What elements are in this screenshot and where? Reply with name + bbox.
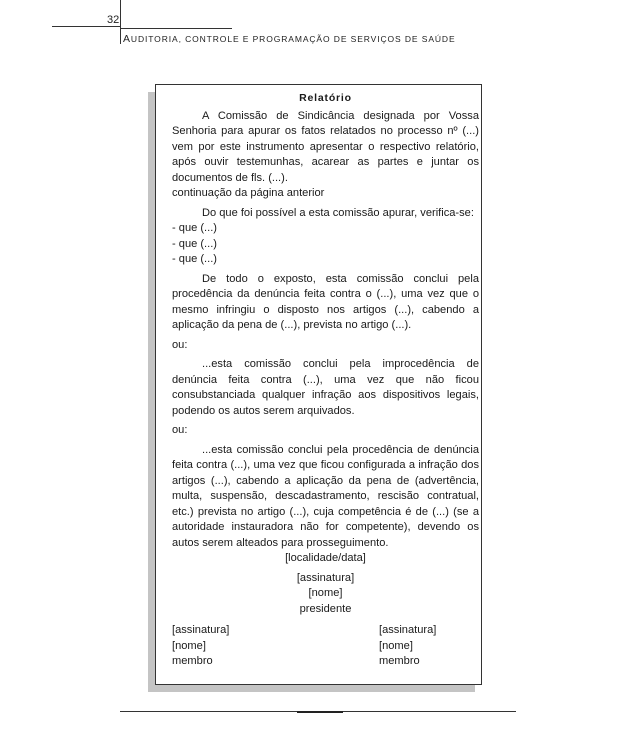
header-vertical-rule xyxy=(120,0,121,44)
header-rule-right xyxy=(120,28,232,29)
conclusion-improcedencia: ...esta comissão conclui pela improcedência de denúncia feita contra (...), uma vez que não ficou consubstanciada qualquer infração aos dispositivos legais, podendo os autos serem arquivados. xyxy=(172,358,479,417)
report-intro: A Comissão de Sindicância designada por Vossa Senhoria para apurar os fatos relatados no processo nº (...) vem por este instrumento apresentar o respectivo relatório, após ouvir testemunhas, acarear as partes e juntar os documentos de fls. (...). xyxy=(172,109,479,184)
footer-mark xyxy=(297,711,343,713)
member-left-signature: [assinatura] xyxy=(172,624,230,636)
conclusion-procedencia: De todo o exposto, esta comissão conclui pela procedência da denúncia feita contra o (...), uma vez que o mesmo infringiu o disposto nos artigos (...), cabendo a aplicação da pena de (...), prevista no artigo (...). xyxy=(172,272,479,331)
or-separator: ou: xyxy=(172,338,188,351)
member-right-name: [nome] xyxy=(379,639,413,652)
running-head-cap: A xyxy=(123,33,131,45)
running-head xyxy=(123,33,456,45)
report-title: Relatório xyxy=(299,92,352,104)
member-left-name: [nome] xyxy=(172,639,206,652)
or-separator: ou: xyxy=(172,424,188,436)
president-signature-block xyxy=(172,571,479,618)
findings-intro: Do que foi possível a esta comissão apurar, verifica-se: xyxy=(202,206,474,219)
finding-item: - que (...) xyxy=(172,253,218,265)
finding-item: - que (...) xyxy=(172,222,218,234)
report-content xyxy=(172,91,479,670)
finding-item: - que (...) xyxy=(172,237,218,250)
place-date: [localidade/data] xyxy=(285,552,366,564)
president-signature: [assinatura] xyxy=(296,571,355,584)
running-head-text: UDITORIA, CONTROLE E PROGRAMAÇÃO DE SERVIÇOS DE SAÚDE xyxy=(130,34,456,44)
president-name: [nome] xyxy=(308,587,343,599)
header-rule xyxy=(52,26,120,27)
member-right-role: membro xyxy=(379,655,420,667)
member-right-signature-block xyxy=(379,623,479,670)
report-continuation: continuação da página anterior xyxy=(172,187,325,199)
member-left-signature-block xyxy=(172,623,292,670)
member-right-signature: [assinatura] xyxy=(379,624,437,636)
president-role: presidente xyxy=(299,602,352,615)
member-signatures xyxy=(172,623,479,670)
member-left-role: membro xyxy=(172,655,213,667)
conclusion-procedencia-alt: ...esta comissão conclui pela procedência de denúncia feita contra (...), uma vez que ficou configurada a infração dos artigos (...), cabendo a aplicação da pena de (advertência, multa, suspensão, descadastramento, rescisão contratual, etc.) prevista no artigo (...), cuja competência é de (...) (se a autoridade instauradora não for competente), devendo os autos serem alteados para prosseguimento. xyxy=(172,443,479,549)
page-number: 32 xyxy=(107,14,120,26)
report-box xyxy=(155,84,482,685)
